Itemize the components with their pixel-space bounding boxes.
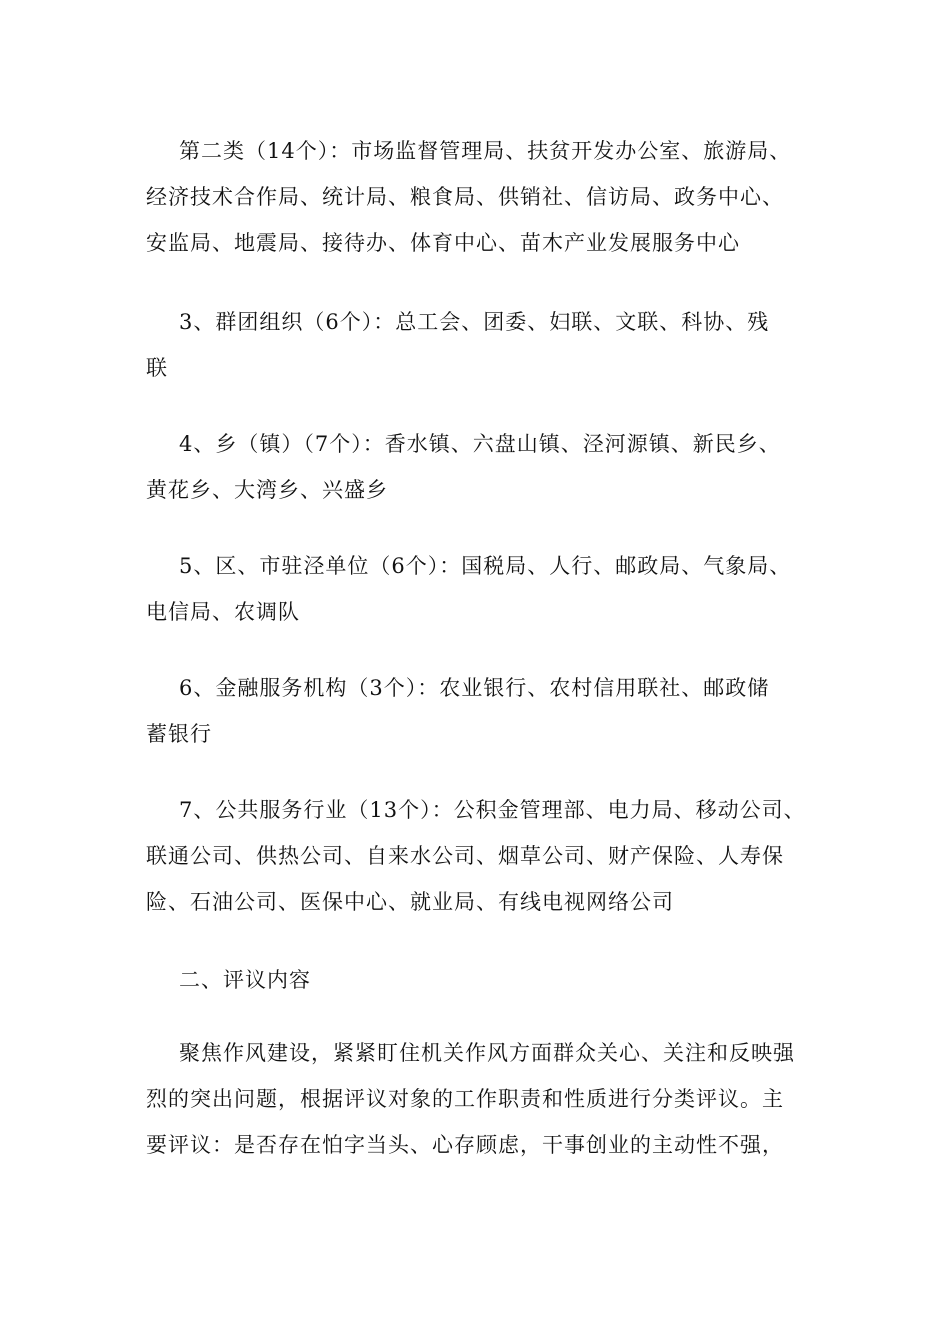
paragraph-public-services [146, 787, 816, 925]
text-line: 4、乡（镇）（7个）：香水镇、六盘山镇、泾河源镇、新民乡、 [179, 432, 781, 456]
paragraph-stationed-units [146, 543, 816, 635]
paragraph-evaluation-focus [146, 1030, 816, 1168]
text-line: 联通公司、供热公司、自来水公司、烟草公司、财产保险、人寿保 [146, 844, 784, 868]
paragraph-financial-institutions [146, 665, 816, 757]
text-line: 5、区、市驻泾单位（6个）：国税局、人行、邮政局、气象局、 [179, 554, 792, 578]
text-line: 安监局、地震局、接待办、体育中心、苗木产业发展服务中心 [146, 231, 740, 255]
paragraph-townships [146, 421, 816, 513]
text-line: 第二类（14个）：市场监督管理局、扶贫开发办公室、旅游局、 [179, 139, 792, 163]
text-line: 烈的突出问题，根据评议对象的工作职责和性质进行分类评议。主 [146, 1087, 784, 1111]
text-line: 聚焦作风建设，紧紧盯住机关作风方面群众关心、关注和反映强 [179, 1041, 795, 1065]
text-line: 7、公共服务行业（13个）：公积金管理部、电力局、移动公司、 [179, 798, 806, 822]
text-line: 要评议：是否存在怕字当头、心存顾虑，干事创业的主动性不强， [146, 1133, 784, 1157]
text-line: 蓄银行 [146, 722, 212, 746]
text-line: 黄花乡、大湾乡、兴盛乡 [146, 478, 388, 502]
text-line: 经济技术合作局、统计局、粮食局、供销社、信访局、政务中心、 [146, 185, 784, 209]
section-heading-evaluation-content [146, 957, 816, 1003]
text-line: 二、评议内容 [179, 968, 311, 992]
text-line: 6、金融服务机构（3个）：农业银行、农村信用联社、邮政储 [179, 676, 770, 700]
text-line: 3、群团组织（6个）：总工会、团委、妇联、文联、科协、残 [179, 310, 770, 334]
paragraph-category-two [146, 128, 816, 266]
paragraph-mass-organizations [146, 299, 816, 391]
text-line: 险、石油公司、医保中心、就业局、有线电视网络公司 [146, 890, 674, 914]
text-line: 电信局、农调队 [146, 600, 300, 624]
text-line: 联 [146, 356, 168, 380]
